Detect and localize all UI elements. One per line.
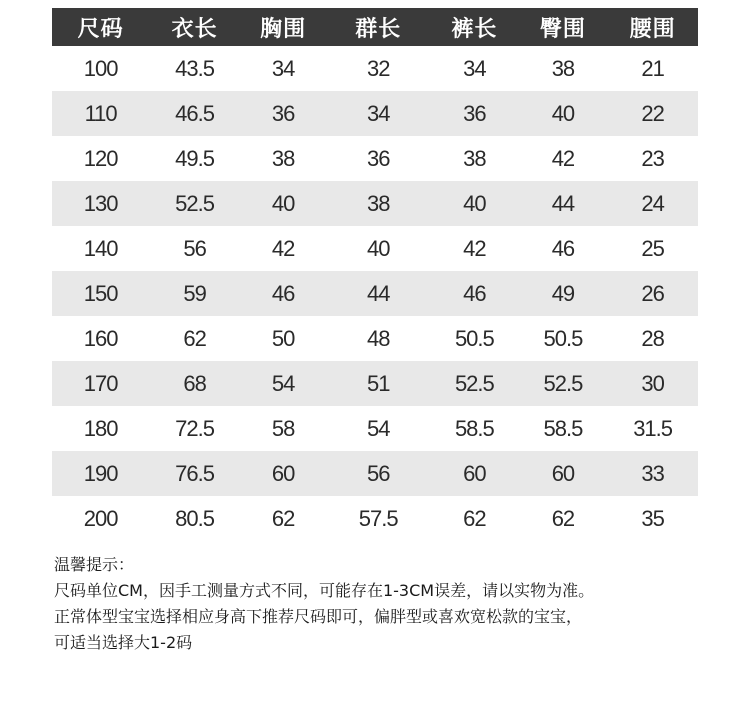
table-cell: 62 <box>183 325 206 351</box>
table-cell: 48 <box>366 325 390 351</box>
table-cell: 50 <box>271 325 295 351</box>
table-cell: 140 <box>83 235 118 261</box>
table-cell: 50.5 <box>543 325 583 351</box>
table-cell: 46 <box>463 280 486 306</box>
table-cell: 46.5 <box>175 100 214 126</box>
table-row <box>52 181 698 226</box>
table-header <box>52 8 698 46</box>
table-row <box>52 226 698 271</box>
table-cell: 36 <box>463 100 486 126</box>
table-cell: 36 <box>271 100 295 126</box>
notes-section <box>54 552 734 656</box>
notes-line-3: 可适当选择大1-2码 <box>54 633 193 652</box>
table-row <box>52 406 698 451</box>
header-row <box>52 8 698 46</box>
table-cell: 49.5 <box>175 145 214 171</box>
table-cell: 42 <box>271 235 295 261</box>
table-cell: 200 <box>83 505 118 531</box>
table-cell: 60 <box>271 460 295 486</box>
table-cell: 59 <box>183 280 206 306</box>
table-cell: 60 <box>463 460 486 486</box>
table-cell: 72.5 <box>175 415 214 441</box>
column-header: 腰围 <box>629 16 676 42</box>
table-cell: 43.5 <box>175 55 214 81</box>
table-cell: 31.5 <box>633 415 673 441</box>
table-cell: 56 <box>366 460 390 486</box>
table-row <box>52 496 698 541</box>
table-cell: 100 <box>83 55 118 81</box>
table-body <box>52 46 698 541</box>
table-cell: 58.5 <box>454 415 494 441</box>
table-cell: 62 <box>551 505 575 531</box>
table-cell: 44 <box>551 190 575 216</box>
table-cell: 62 <box>271 505 295 531</box>
table-cell: 46 <box>271 280 295 306</box>
column-header: 尺码 <box>77 16 124 42</box>
table-cell: 52.5 <box>543 370 583 396</box>
table-row <box>52 46 698 91</box>
table-cell: 52.5 <box>454 370 494 396</box>
table-cell: 120 <box>83 145 118 171</box>
table-cell: 180 <box>83 415 118 441</box>
table-cell: 160 <box>83 325 118 351</box>
column-header: 臀围 <box>539 16 586 42</box>
table-cell: 38 <box>463 145 486 171</box>
table-cell: 46 <box>551 235 575 261</box>
table-cell: 62 <box>463 505 486 531</box>
table-cell: 190 <box>83 460 118 486</box>
table-cell: 22 <box>641 100 664 126</box>
column-header: 裤长 <box>451 16 498 42</box>
table-row <box>52 271 698 316</box>
table-cell: 38 <box>551 55 575 81</box>
table-cell: 49 <box>551 280 575 306</box>
table-cell: 25 <box>641 235 664 261</box>
table-cell: 42 <box>551 145 575 171</box>
table-cell: 44 <box>366 280 390 306</box>
table-row <box>52 361 698 406</box>
table-cell: 56 <box>183 235 206 261</box>
table-cell: 32 <box>366 55 390 81</box>
notes-title: 温馨提示： <box>54 555 135 574</box>
table-cell: 80.5 <box>175 505 214 531</box>
table-cell: 110 <box>84 100 117 126</box>
table-cell: 51 <box>366 370 390 396</box>
column-header: 群长 <box>355 16 402 42</box>
table-cell: 40 <box>551 100 575 126</box>
column-header: 胸围 <box>260 16 307 42</box>
table-row <box>52 91 698 136</box>
table-cell: 130 <box>83 190 118 216</box>
table-cell: 40 <box>463 190 486 216</box>
table-cell: 35 <box>641 505 664 531</box>
table-cell: 28 <box>641 325 664 351</box>
table-cell: 42 <box>463 235 486 261</box>
table-cell: 76.5 <box>175 460 214 486</box>
table-cell: 34 <box>463 55 486 81</box>
table-cell: 54 <box>366 415 390 441</box>
table-cell: 36 <box>366 145 390 171</box>
table-cell: 40 <box>366 235 390 261</box>
table-cell: 150 <box>83 280 118 306</box>
table-row <box>52 136 698 181</box>
table-cell: 30 <box>641 370 664 396</box>
table-cell: 68 <box>183 370 206 396</box>
notes-line-1: 尺码单位CM，因手工测量方式不同，可能存在1-3CM误差，请以实物为准。 <box>54 581 595 600</box>
table-cell: 24 <box>641 190 664 216</box>
table-cell: 52.5 <box>175 190 214 216</box>
column-header: 衣长 <box>171 16 218 42</box>
table-cell: 60 <box>551 460 575 486</box>
table-row <box>52 451 698 496</box>
table-cell: 54 <box>271 370 295 396</box>
table-cell: 23 <box>641 145 664 171</box>
table-cell: 38 <box>366 190 390 216</box>
table-cell: 40 <box>271 190 295 216</box>
table-cell: 170 <box>83 370 118 396</box>
table-cell: 33 <box>641 460 664 486</box>
table-cell: 34 <box>366 100 390 126</box>
table-cell: 50.5 <box>454 325 494 351</box>
notes-line-2: 正常体型宝宝选择相应身高下推荐尺码即可，偏胖型或喜欢宽松款的宝宝， <box>54 607 583 626</box>
table-cell: 38 <box>271 145 295 171</box>
table-cell: 58.5 <box>543 415 583 441</box>
table-cell: 58 <box>271 415 295 441</box>
table-cell: 57.5 <box>358 505 398 531</box>
table-cell: 34 <box>271 55 295 81</box>
table-cell: 26 <box>641 280 664 306</box>
table-row <box>52 316 698 361</box>
table-cell: 21 <box>641 55 664 81</box>
size-table <box>52 8 698 541</box>
